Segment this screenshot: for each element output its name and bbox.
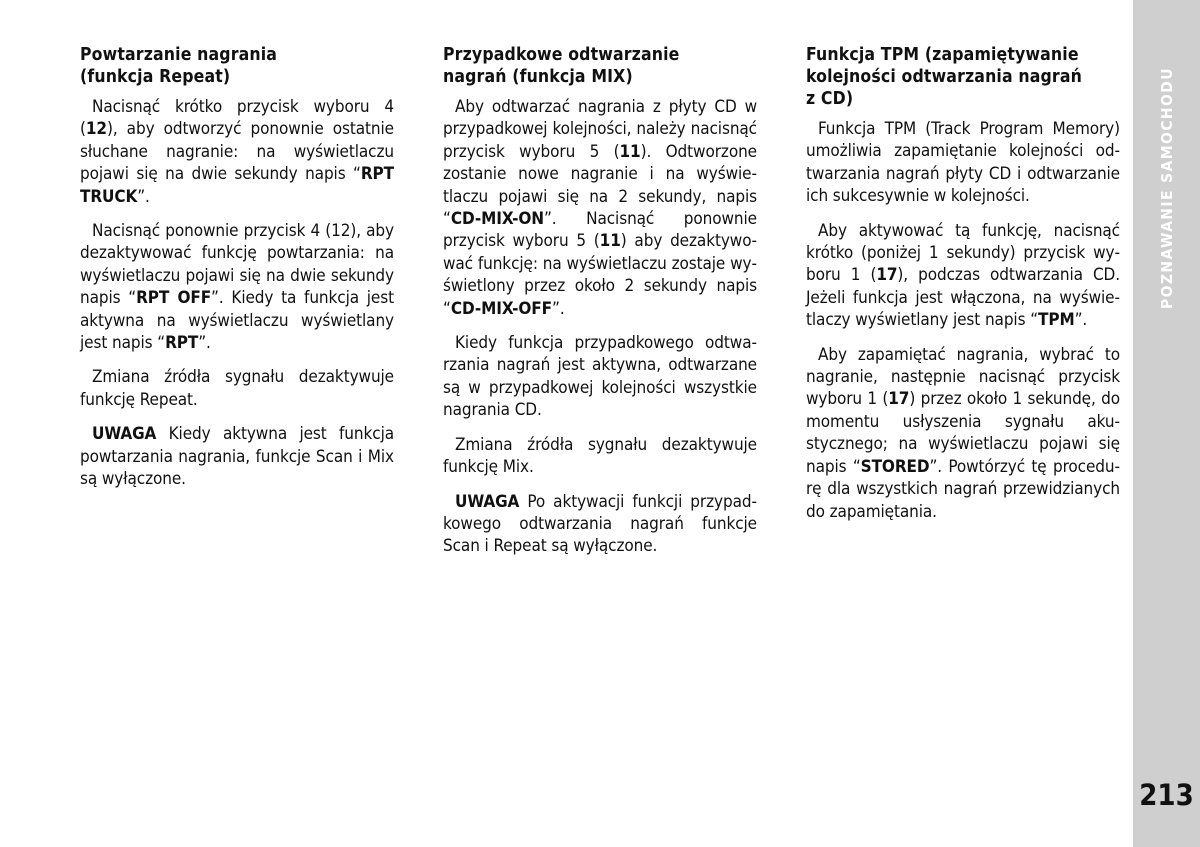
heading-line: Funkcja TPM (zapamiętywanie <box>806 45 1079 65</box>
display-message: CD-MIX-OFF <box>450 298 552 319</box>
section-heading-tpm <box>806 44 1120 110</box>
text-run: ”. Kiedy ta funkcja jest aktywna na wyświetlaczu wyświetlany jest napis “ <box>80 288 394 354</box>
heading-line: kolejności odtwarzania nagrań <box>806 67 1082 87</box>
section-heading-mix <box>443 44 757 88</box>
heading-line: Powtarzanie nagrania <box>80 45 278 65</box>
warning-paragraph <box>443 491 757 558</box>
text-run: ). Odtworzone zostanie nowe nagranie i na wyświetlaczu pojawi się na 2 sekundy, napis “ <box>443 141 757 230</box>
warning-label: UWAGA <box>92 424 157 445</box>
paragraph <box>806 118 1120 208</box>
button-number: 17 <box>876 265 898 286</box>
text-run: Kiedy aktywna jest funkcja powtarzania nagrania, funkcje Scan i Mix są wyłączone. <box>80 424 394 490</box>
button-number: 11 <box>619 141 641 162</box>
paragraph <box>80 366 394 411</box>
display-message: TPM <box>1038 310 1075 331</box>
paragraph <box>806 344 1120 523</box>
display-message: RPT OFF <box>136 288 212 309</box>
text-run: Nacisnąć krótko przycisk wyboru 4 ( <box>80 97 394 140</box>
heading-line: (funkcja Repeat) <box>80 67 231 87</box>
section-heading-repeat <box>80 44 394 88</box>
display-message: RPT <box>165 333 199 354</box>
section-sidebar <box>1133 0 1200 847</box>
button-number: 12 <box>85 119 107 140</box>
page-number: 213 <box>1139 778 1194 812</box>
text-run: ), podczas odtwarzania CD. Jeżeli funkcja jest włączona, na wyświetlaczy wyświetlany jest napis “ <box>806 265 1120 331</box>
text-run: Zmiana źródła sygnału dezaktywuje funkcję Repeat. <box>80 367 394 410</box>
display-message: STORED <box>860 456 930 477</box>
paragraph <box>443 332 757 422</box>
heading-line: nagrań (funkcja MIX) <box>443 67 633 87</box>
text-run: Funkcja TPM (Track Program Memory) umożliwia zapamiętanie kolejności odtwarzania nagrań płyty CD i odtwarzanie ich sukcesywnie w kolejności. <box>806 119 1120 207</box>
paragraph <box>80 220 394 354</box>
column-repeat <box>80 44 394 503</box>
text-run: ”. <box>137 186 150 207</box>
column-tpm <box>806 44 1120 535</box>
paragraph <box>443 434 757 479</box>
text-run: ”. <box>198 333 211 354</box>
text-run: Zmiana źródła sygnału dezaktywuje funkcję Mix. <box>443 434 757 478</box>
warning-label: UWAGA <box>455 491 520 512</box>
text-run: Aby zapamiętać nagrania, wybrać to nagranie, następnie nacisnąć przycisk wyboru 1 ( <box>806 344 1120 410</box>
display-message: CD-MIX-ON <box>450 209 544 230</box>
text-run: Aby odtwarzać nagrania z płyty CD w przypadkowej kolejności, należy nacisnąć przycisk wyboru 5 ( <box>443 97 757 162</box>
text-run: ”. <box>1074 310 1088 331</box>
heading-line: z CD) <box>806 89 854 109</box>
heading-line: Przypadkowe odtwarzanie <box>443 45 680 65</box>
warning-paragraph <box>80 423 394 490</box>
text-run: Nacisnąć ponownie przycisk 4 (12), aby dezaktywować funkcję powtarzania: na wyświetlaczu pojawi się na dwie sekundy napis “ <box>80 221 394 309</box>
text-run: Kiedy funkcja przypadkowego odtwarzania nagrań jest aktywna, odtwarzane są w przypadkowej kolejności wszystkie nagrania CD. <box>443 333 757 421</box>
text-run: ) aby dezaktywować funkcję: na wyświetlaczu zostaje wyświetlony przez około 2 sekundy napis “ <box>443 231 757 319</box>
text-run: ) przez około 1 sekundę, do momentu usłyszenia sygnału akustycznego; na wyświetlaczu pojawi się napis “ <box>806 389 1120 477</box>
text-run: ”. <box>552 298 565 319</box>
button-number: 11 <box>599 231 621 252</box>
text-run: Aby aktywować tą funkcję, nacisnąć krótko (poniżej 1 sekundy) przycisk wyboru 1 ( <box>806 220 1120 286</box>
text-run: Po aktywacji funkcji przypadkowego odtwarzania nagrań funkcje Scan i Repeat są wyłączone. <box>443 491 757 557</box>
paragraph <box>443 96 757 320</box>
section-title: POZNAWANIE SAMOCHODU <box>1157 67 1176 309</box>
display-message: RPT TRUCK <box>80 164 394 207</box>
paragraph <box>80 96 394 208</box>
paragraph <box>806 220 1120 332</box>
button-number: 17 <box>888 389 910 410</box>
column-mix <box>443 44 757 570</box>
text-run: ”. Powtórzyć tę procedurę dla wszystkich nagrań przewidzianych do zapamiętania. <box>806 456 1120 522</box>
text-run: ), aby odtworzyć ponownie ostatnie słuchane nagranie: na wyświetlaczu pojawi się na dwie sekundy napis “ <box>80 119 394 185</box>
text-run: ”. Nacisnąć ponownie przycisk wyboru 5 ( <box>443 209 757 252</box>
